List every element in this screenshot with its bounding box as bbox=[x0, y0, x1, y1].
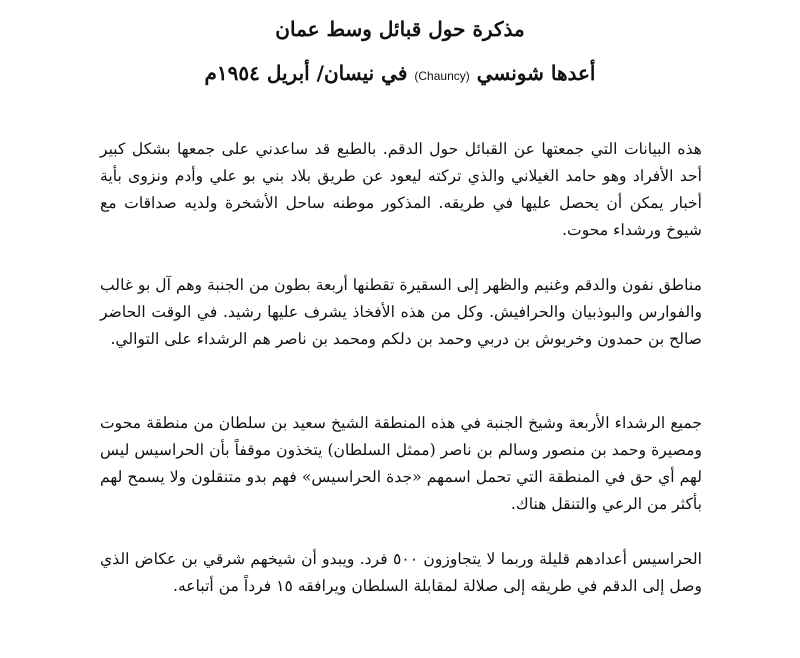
paragraph-2: مناطق نفون والدقم وغنيم والظهر إلى السقيرة تقطنها أربعة بطون من الجنبة وهم آل بو غالب والفوارس والبوذبيان والحرافيش. وكل من هذه الأفخاذ يشرف عليها رشيد. في الوقت الحاضر صالح بن حمدون وخربوش بن دربي وحمد بن دلكم ومحمد بن ناصر هم الرشداء على التوالي. bbox=[100, 276, 702, 348]
paragraph-3: جميع الرشداء الأربعة وشيخ الجنبة في هذه المنطقة الشيخ سعيد بن سلطان من منطقة محوت ومصيرة وحمد بن منصور وسالم بن ناصر (ممثل السلطان) يتخذون موقفاً بأن الحراسيس ليس لهم أي حق في المنطقة التي تحمل اسمهم «جدة الحراسيس» فهم بدو متنقلون ولا يسمح لهم بأكثر من الرعي والتنقل هناك. bbox=[100, 414, 702, 513]
subtitle-date: في نيسان/ أبريل ١٩٥٤م bbox=[204, 61, 408, 85]
subtitle-author-prefix: أعدها شونسي bbox=[476, 61, 596, 85]
document-subtitle bbox=[0, 58, 800, 91]
document-title: مذكرة حول قبائل وسط عمان bbox=[275, 17, 525, 41]
subtitle-author-latin-name: (Chauncy) bbox=[414, 69, 470, 83]
paragraph-1: هذه البيانات التي جمعتها عن القبائل حول الدقم. بالطبع قد ساعدني على جمعها بشكل كبير أحد الأفراد وهو حامد الغيلاني والذي تركته ليعود عن طريق بلاد بني بو علي وأدم ونزوى بأية أخبار يمكن أن يحصل عليها في طريقه. المذكور موطنه ساحل الأشخرة ولديه صداقات مع شيوخ ورشداء محوت. bbox=[100, 140, 702, 239]
paragraph-4: الحراسيس أعدادهم قليلة وربما لا يتجاوزون ٥٠٠ فرد. ويبدو أن شيخهم شرقي بن عكاض الذي وصل إلى الدقم في طريقه إلى صلالة لمقابلة السلطان ويرافقه ١٥ فرداً من أتباعه. bbox=[100, 550, 703, 595]
